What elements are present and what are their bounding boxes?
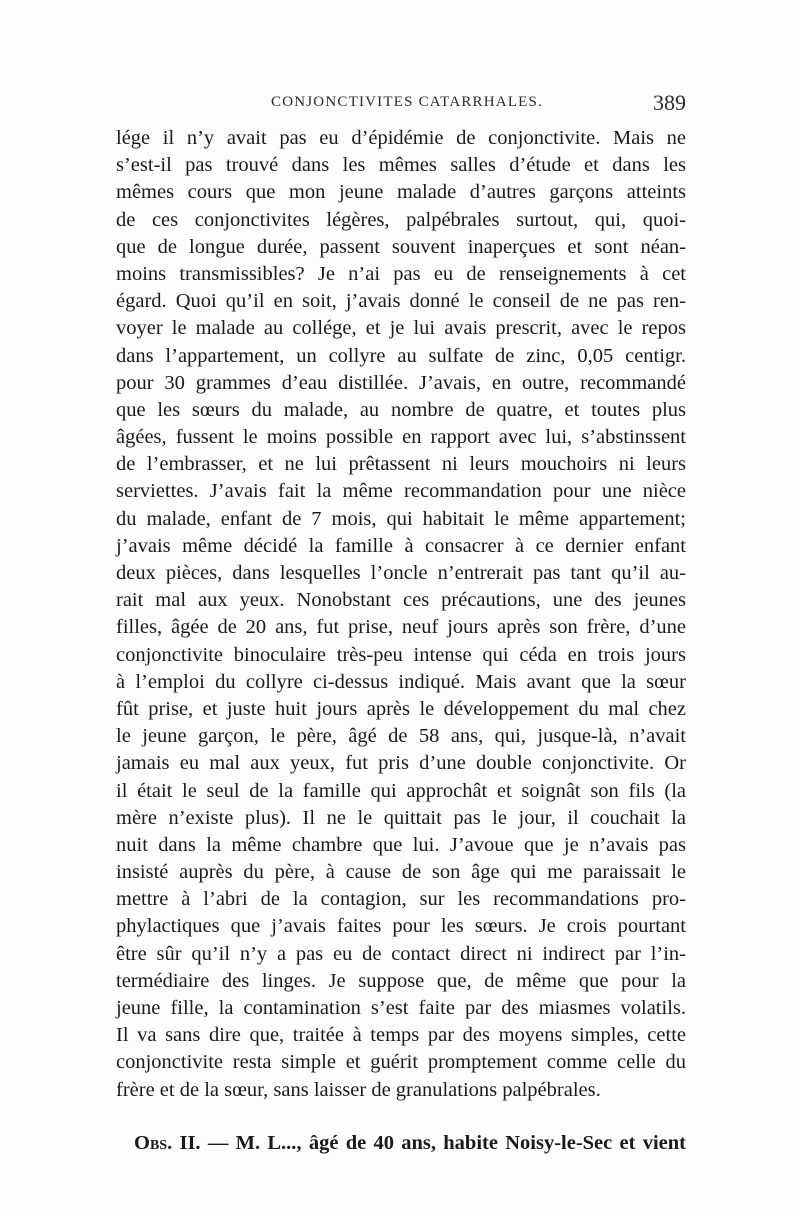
text-line: il était le seul de la famille qui approchât et soignât son fils (la	[116, 779, 686, 802]
text-line: mêmes cours que mon jeune malade d’autres garçons atteints	[116, 181, 686, 204]
page-number: 389	[653, 90, 686, 115]
text-line: pour 30 grammes d’eau distillée. J’avais, en outre, recommandé	[116, 371, 686, 394]
text-line: du malade, enfant de 7 mois, qui habitait le même appartement;	[116, 507, 686, 530]
observation-text: — M. L..., âgé de 40 ans, habite Noisy-le-Sec et vient	[200, 1132, 686, 1154]
text-line: le jeune garçon, le père, âgé de 58 ans, qui, jusque-là, n’avait	[116, 725, 686, 748]
text-line: rait mal aux yeux. Nonobstant ces précautions, une des jeunes	[116, 589, 686, 612]
text-line: de l’embrasser, et ne lui prêtassent ni leurs mouchoirs ni leurs	[116, 453, 686, 476]
text-line: frère et de la sœur, sans laisser de granulations palpébrales.	[116, 1078, 601, 1101]
text-line: moins transmissibles? Je n’ai pas eu de renseignements à cet	[116, 262, 686, 285]
text-line: phylactiques que j’avais faites pour les sœurs. Je crois pourtant	[116, 915, 686, 938]
text-line: s’est-il pas trouvé dans les mêmes salles d’étude et dans les	[116, 154, 686, 177]
text-line: serviettes. J’avais fait la même recommandation pour une nièce	[116, 480, 686, 503]
body-text	[116, 125, 686, 1104]
text-line: nuit dans la même chambre que lui. J’avoue que je n’avais pas	[116, 833, 686, 856]
running-title: CONJONCTIVITES CATARRHALES.	[271, 94, 544, 110]
text-line: que les sœurs du malade, au nombre de quatre, et toutes plus	[116, 398, 686, 421]
text-line: Il va sans dire que, traitée à temps par des moyens simples, cette	[116, 1024, 686, 1047]
text-line: mettre à l’abri de la contagion, sur les recommandations pro-	[116, 888, 686, 911]
text-line: jamais eu mal aux yeux, fut pris d’une double conjonctivite. Or	[116, 752, 686, 775]
text-line: fût prise, et juste huit jours après le développement du mal chez	[116, 697, 686, 720]
running-head	[116, 92, 686, 116]
text-line: lége il n’y avait pas eu d’épidémie de conjonctivite. Mais ne	[116, 127, 686, 149]
text-line: filles, âgée de 20 ans, fut prise, neuf jours après son frère, d’une	[116, 616, 686, 639]
text-line: voyer le malade au collége, et je lui avais prescrit, avec le repos	[116, 317, 686, 340]
text-line: âgées, fussent le moins possible en rapport avec lui, s’abstinssent	[116, 426, 686, 449]
text-line: dans l’appartement, un collyre au sulfate de zinc, 0,05 centigr.	[116, 344, 686, 367]
observation-heading	[134, 1128, 686, 1158]
observation-label: Obs. II.	[134, 1132, 201, 1154]
text-line: jeune fille, la contamination s’est faite par des miasmes volatils.	[116, 997, 686, 1019]
text-line: égard. Quoi qu’il en soit, j’avais donné le conseil de ne pas ren-	[116, 290, 686, 313]
text-line: j’avais même décidé la famille à consacrer à ce dernier enfant	[116, 534, 686, 557]
text-line: mère n’existe plus). Il ne le quittait pas le jour, il couchait la	[116, 806, 686, 829]
text-line: conjonctivite resta simple et guérit promptement comme celle du	[116, 1051, 686, 1074]
text-line: à l’emploi du collyre ci-dessus indiqué. Mais avant que la sœur	[116, 670, 686, 693]
text-line: que de longue durée, passent souvent inaperçues et sont néan-	[116, 235, 686, 258]
text-line: deux pièces, dans lesquelles l’oncle n’entrerait pas tant qu’il au-	[116, 562, 686, 584]
text-line: insisté auprès du père, à cause de son âge qui me paraissait le	[116, 861, 686, 884]
text-line: conjonctivite binoculaire très-peu intense qui céda en trois jours	[116, 643, 686, 666]
text-line: termédiaire des linges. Je suppose que, de même que pour la	[116, 969, 686, 992]
text-line: être sûr qu’il n’y a pas eu de contact direct ni indirect par l’in-	[116, 942, 686, 965]
text-line: de ces conjonctivites légères, palpébrales surtout, qui, quoi-	[116, 208, 686, 231]
